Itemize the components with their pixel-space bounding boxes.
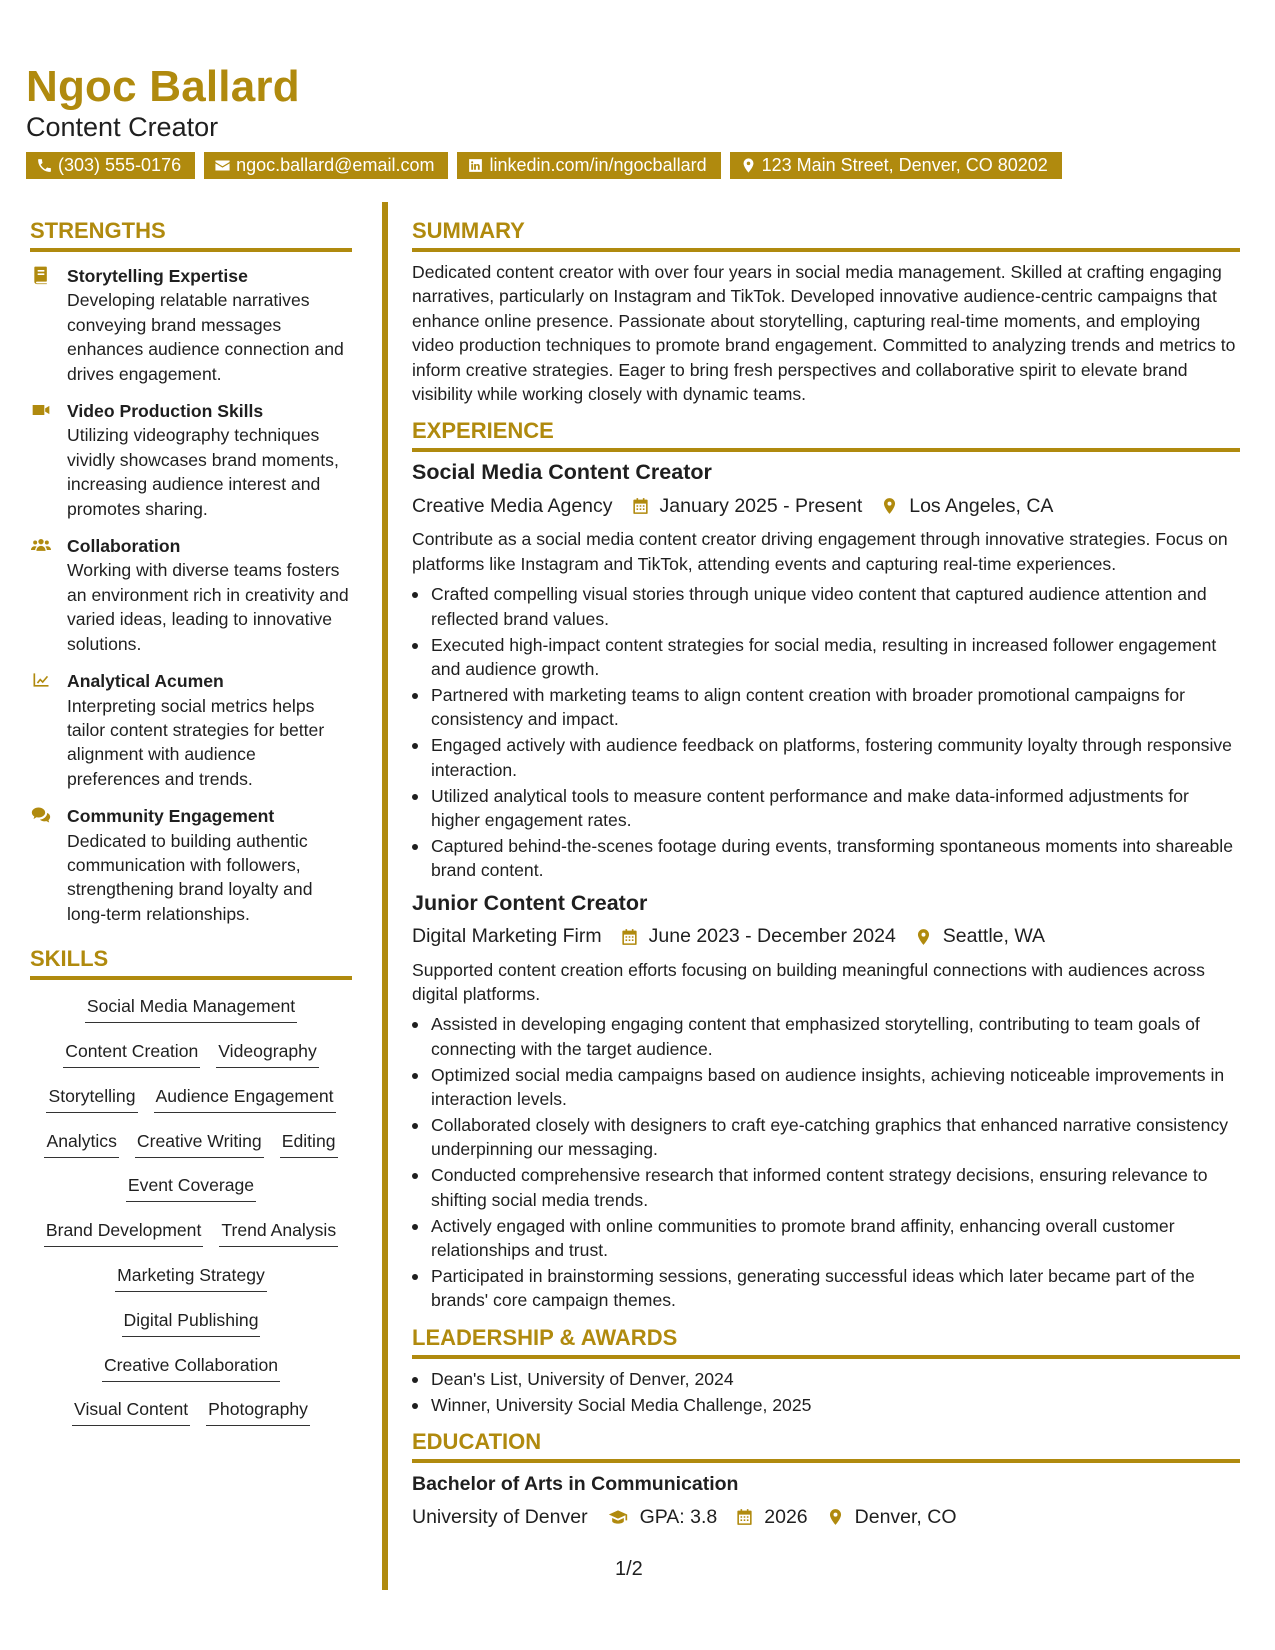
list-item: Conducted comprehensive research that informed content strategy decisions, ensuring relevance to shifting social media trends.: [431, 1163, 1240, 1212]
skill-tag: Visual Content: [72, 1397, 190, 1426]
job-dates: June 2023 - December 2024: [648, 925, 896, 948]
list-item: Engaged actively with audience feedback on platforms, fostering community loyalty through responsive interaction.: [431, 733, 1240, 782]
skill-tag: Content Creation: [63, 1039, 200, 1068]
strength-item: [30, 804, 352, 926]
skill-row: [30, 1039, 352, 1084]
candidate-name: Ngoc Ballard: [26, 62, 300, 111]
strength-desc: Dedicated to building authentic communication with followers, strengthening brand loyalty and long-term relationships.: [67, 830, 313, 924]
list-item: Actively engaged with online communities to promote brand affinity, enhancing overall customer relationships and trust.: [431, 1214, 1240, 1263]
list-item: Winner, University Social Media Challenge, 2025: [431, 1393, 1240, 1417]
job-title: Social Media Content Creator: [412, 460, 712, 485]
education-meta: [412, 1504, 1240, 1530]
map-pin-icon: [914, 927, 933, 947]
awards-list: [412, 1367, 1240, 1417]
summary-text: Dedicated content creator with over four years in social media management. Skilled at crafting engaging narratives, particularly on Instagram and TikTok. Developed innovative audience-centric campaigns that enhance online presence. Passionate about storytelling, capturing real-time moments, and employing video production techniques to promote brand engagement. Committed to analyzing trends and metrics to inform creative strategies. Eager to bring fresh perspectives and collaborative spirit to elevate brand visibility while working closely with dynamic teams.: [412, 262, 1236, 405]
map-pin-icon: [880, 496, 899, 516]
strength-item: [30, 399, 352, 521]
skill-tag: Brand Development: [44, 1218, 204, 1247]
strength-desc: Interpreting social metrics helps tailor content strategies for better alignment with audience preferences and trends.: [67, 695, 325, 789]
left-column: [30, 218, 352, 1442]
skill-row: [30, 1129, 352, 1174]
list-item: Utilized analytical tools to measure content performance and make data-informed adjustments for higher engagement rates.: [431, 784, 1240, 833]
skill-tag: Storytelling: [46, 1084, 137, 1113]
comments-icon: [30, 805, 52, 825]
email-chip[interactable]: [204, 152, 448, 179]
education-heading: EDUCATION: [412, 1429, 1240, 1463]
page-number: 1/2: [615, 1558, 643, 1580]
skill-tag: Audience Engagement: [154, 1084, 336, 1113]
strength-desc: Working with diverse teams fosters an environment rich in creativity and varied ideas, leading to innovative solutions.: [67, 560, 349, 654]
calendar-icon: [620, 927, 639, 947]
address-chip: [730, 152, 1062, 179]
list-item: Executed high-impact content strategies for social media, resulting in increased follower engagement and audience growth.: [431, 633, 1240, 682]
strengths-list: [30, 264, 352, 926]
skill-row: [30, 1218, 352, 1263]
linkedin-chip[interactable]: [457, 152, 720, 179]
linkedin-icon: [467, 157, 484, 174]
strength-desc: Utilizing videography techniques vividly showcases brand moments, increasing audience interest and promotes sharing.: [67, 425, 339, 519]
skill-row: [30, 1263, 352, 1308]
skill-tag: Social Media Management: [85, 994, 297, 1023]
job-entry: [412, 891, 1240, 1313]
skill-tag: Photography: [206, 1397, 310, 1426]
degree-title: Bachelor of Arts in Communication: [412, 1473, 739, 1496]
envelope-icon: [214, 157, 231, 174]
job-meta: [412, 924, 1240, 950]
list-item: Collaborated closely with designers to craft eye-catching graphics that enhanced narrative consistency underpinning our messaging.: [431, 1113, 1240, 1162]
strength-title: Collaboration: [67, 536, 181, 557]
list-item: Crafted compelling visual stories through unique video content that captured audience attention and reflected brand values.: [431, 582, 1240, 631]
company-name: Digital Marketing Firm: [412, 925, 602, 948]
list-item: Captured behind-the-scenes footage during events, transforming spontaneous moments into shareable brand content.: [431, 834, 1240, 883]
skill-tag: Event Coverage: [126, 1173, 256, 1202]
job-location: Seattle, WA: [942, 925, 1046, 948]
job-location: Los Angeles, CA: [909, 494, 1054, 517]
gpa: GPA: 3.8: [639, 1505, 718, 1528]
awards-section: [412, 1325, 1240, 1417]
list-item: Partnered with marketing teams to align content creation with broader promotional campaigns for consistency and impact.: [431, 683, 1240, 732]
skill-tag: Videography: [216, 1039, 318, 1068]
skill-tag: Marketing Strategy: [115, 1263, 267, 1292]
linkedin-text: linkedin.com/in/ngocballard: [489, 155, 707, 175]
job-meta: [412, 493, 1240, 519]
skill-tag: Trend Analysis: [219, 1218, 338, 1247]
contact-bar: [26, 152, 1062, 179]
skills-section: [30, 946, 352, 1442]
education-section: [412, 1429, 1240, 1530]
summary-heading: SUMMARY: [412, 218, 1240, 252]
job-dates: January 2025 - Present: [659, 494, 863, 517]
skill-row: [30, 994, 352, 1039]
job-bullets: [412, 582, 1240, 882]
skill-row: [30, 1397, 352, 1442]
experience-section: [412, 418, 1240, 1312]
job-title: Junior Content Creator: [412, 890, 648, 915]
strength-title: Analytical Acumen: [67, 671, 224, 692]
list-item: Optimized social media campaigns based on audience insights, achieving noticeable improvements in interaction levels.: [431, 1063, 1240, 1112]
strength-title: Storytelling Expertise: [67, 266, 248, 286]
phone-chip[interactable]: [26, 152, 195, 179]
line-chart-icon: [30, 670, 52, 690]
map-pin-icon: [740, 157, 757, 174]
strengths-heading: STRENGTHS: [30, 218, 352, 252]
book-icon: [30, 265, 52, 285]
skill-row: [30, 1084, 352, 1129]
users-icon: [30, 535, 52, 555]
list-item: Dean's List, University of Denver, 2024: [431, 1367, 1240, 1391]
strength-item: [30, 669, 352, 791]
strength-item: [30, 534, 352, 656]
graduation-cap-icon: [606, 1507, 630, 1527]
skill-tag: Analytics: [44, 1129, 118, 1158]
column-divider: [382, 202, 388, 1590]
graduation-year: 2026: [764, 1505, 808, 1528]
company-name: Creative Media Agency: [412, 494, 613, 517]
video-camera-icon: [30, 400, 52, 420]
skill-row: [30, 1173, 352, 1218]
phone-icon: [36, 157, 53, 174]
right-column: [412, 218, 1240, 1542]
email-text: ngoc.ballard@email.com: [236, 155, 435, 175]
job-bullets: [412, 1012, 1240, 1312]
strength-desc: Developing relatable narratives conveying brand messages enhances audience connection and drives engagement.: [67, 290, 344, 384]
skill-tag: Digital Publishing: [122, 1308, 261, 1337]
school-name: University of Denver: [412, 1505, 588, 1528]
skills-heading: SKILLS: [30, 946, 352, 980]
skill-tag: Creative Writing: [135, 1129, 264, 1158]
skill-tag: Editing: [280, 1129, 338, 1158]
calendar-icon: [631, 496, 650, 516]
strength-item: [30, 264, 352, 386]
list-item: Participated in brainstorming sessions, generating successful ideas which later became part of the brands' core campaign themes.: [431, 1264, 1240, 1313]
phone-text: (303) 555-0176: [58, 155, 182, 175]
address-text: 123 Main Street, Denver, CO 80202: [761, 155, 1048, 175]
strength-title: Community Engagement: [67, 806, 275, 827]
candidate-title: Content Creator: [26, 112, 219, 142]
job-description: Supported content creation efforts focusing on building meaningful connections with audiences across digital platforms.: [412, 959, 1205, 1005]
map-pin-icon: [826, 1507, 845, 1527]
list-item: Assisted in developing engaging content that emphasized storytelling, contributing to team goals of connecting with the target audience.: [431, 1012, 1240, 1061]
strength-title: Video Production Skills: [67, 401, 264, 422]
summary-section: [412, 218, 1240, 406]
skills-list: [30, 994, 352, 1442]
school-location: Denver, CO: [854, 1505, 957, 1528]
awards-heading: LEADERSHIP & AWARDS: [412, 1325, 1240, 1359]
job-description: Contribute as a social media content creator driving engagement through innovative strategies. Focus on platforms like Instagram and TikTok, attending events and capturing real-time experiences.: [412, 529, 1228, 574]
experience-heading: EXPERIENCE: [412, 418, 1240, 452]
job-entry: [412, 460, 1240, 882]
skill-row: [30, 1308, 352, 1353]
skill-tag: Creative Collaboration: [102, 1353, 280, 1382]
skill-row: [30, 1353, 352, 1398]
calendar-icon: [735, 1507, 754, 1527]
